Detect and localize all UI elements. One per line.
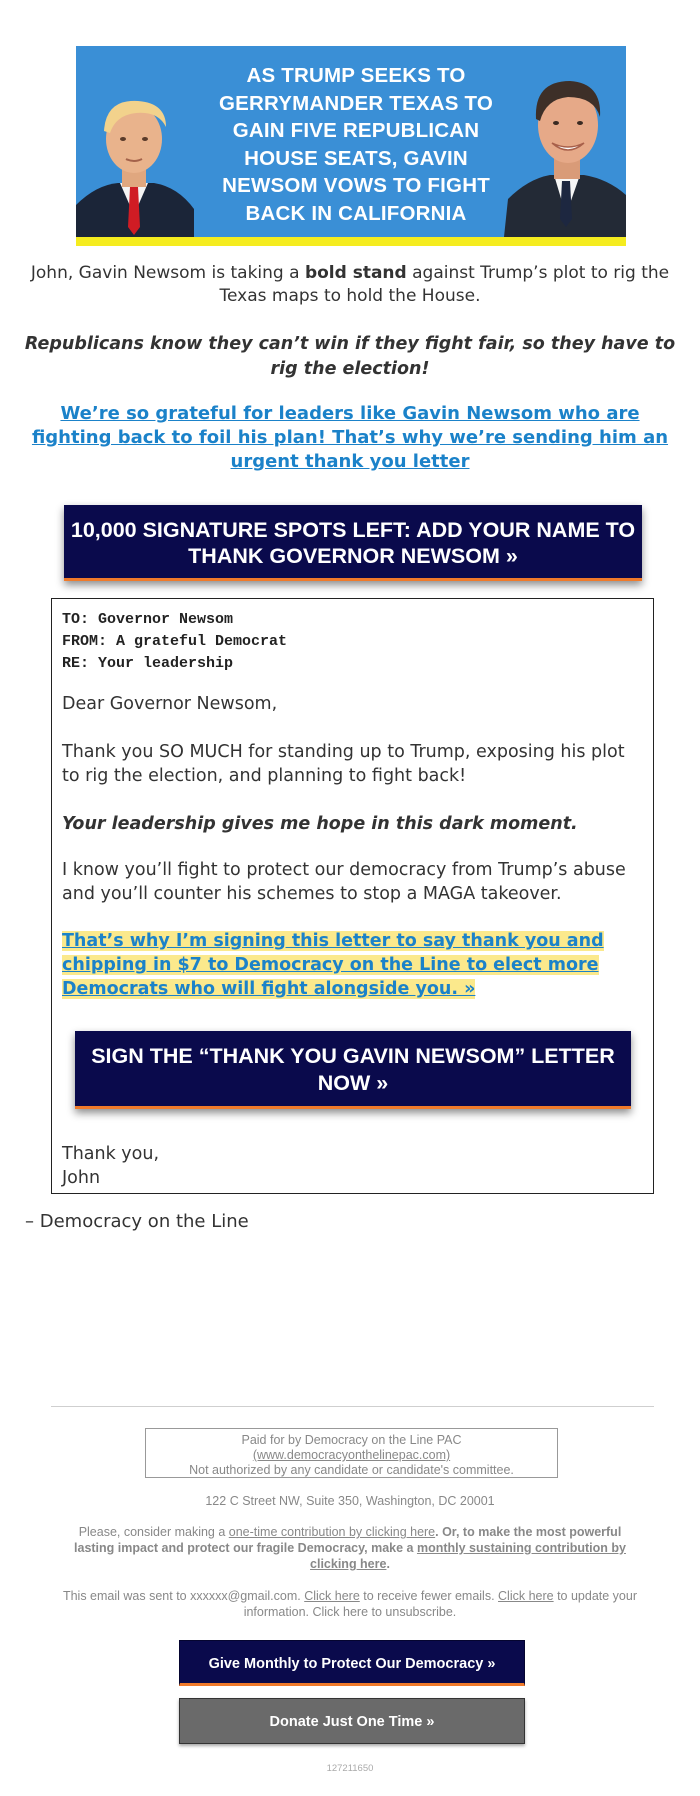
letter-name: John [62, 1168, 101, 1188]
give-monthly-button[interactable]: Give Monthly to Protect Our Democracy » [179, 1640, 525, 1686]
paid-for-disclaimer [145, 1428, 558, 1478]
letter-signoff [62, 1142, 637, 1190]
thank-you-letter [51, 598, 654, 1194]
paid-for-text: Paid for by Democracy on the Line PAC [241, 1433, 462, 1447]
letter-memo-header [62, 609, 287, 675]
footer-divider [51, 1406, 654, 1407]
memo-from: FROM: A grateful Democrat [62, 633, 288, 650]
memo-re: RE: Your leadership [62, 655, 234, 672]
hero-banner[interactable] [76, 46, 626, 246]
email-signature: – Democracy on the Line [25, 1211, 249, 1232]
memo-to: TO: Governor Newsom [62, 611, 234, 628]
update-info-link[interactable]: Click here [498, 1589, 554, 1603]
mailing-address: 122 C Street NW, Suite 350, Washington, DC 20001 [205, 1494, 495, 1508]
letter-greeting: Dear Governor Newsom, [62, 694, 278, 714]
tracking-code: 127211650 [326, 1763, 374, 1774]
add-name-button[interactable]: 10,000 SIGNATURE SPOTS LEFT: ADD YOUR NAME TO THANK GOVERNOR NEWSOM » [64, 505, 642, 581]
newsom-portrait [504, 67, 626, 237]
not-authorized-text: Not authorized by any candidate or candidate's committee. [189, 1463, 514, 1477]
letter-paragraph-thanks: Thank you SO MUCH for standing up to Trump, exposing his plot to rig the election, and planning to fight back! [62, 742, 625, 786]
letter-paragraph-hope: Your leadership gives me hope in this dark moment. [62, 814, 578, 834]
sign-letter-link[interactable]: That’s why I’m signing this letter to say thank you and chipping in $7 to Democracy on the Line to elect more Democrats who will fight alongside you. » [62, 931, 604, 999]
monthly-contribution-link[interactable]: monthly sustaining contribution by clicking here [310, 1541, 626, 1571]
letter-paragraph-democracy: I know you’ll fight to protect our democracy from Trump’s abuse and you’ll counter his schemes to stop a MAGA takeover. [62, 860, 626, 904]
one-time-contribution-link[interactable]: one-time contribution by clicking here [228, 1525, 436, 1539]
rig-election-text: Republicans know they can’t win if they fight fair, so they have to rig the election! [24, 334, 676, 379]
trump-portrait [76, 87, 194, 237]
hero-headline: AS TRUMP SEEKS TO GERRYMANDER TEXAS TO GAIN FIVE REPUBLICAN HOUSE SEATS, GAVIN NEWSOM VOWS TO FIGHT BACK IN CALIFORNIA [219, 64, 493, 225]
sign-letter-button[interactable]: SIGN THE “THANK YOU GAVIN NEWSOM” LETTER NOW » [75, 1031, 631, 1109]
donate-one-time-button[interactable]: Donate Just One Time » [179, 1698, 525, 1744]
fewer-emails-link[interactable]: Click here [304, 1589, 360, 1603]
hero-stripe [76, 237, 626, 246]
letter-closing: Thank you, [62, 1144, 160, 1164]
pac-website-link[interactable]: (www.democracyonthelinepac.com) [252, 1448, 451, 1462]
contribution-appeal: Please, consider making a one-time contribution by clicking here. Or, to make the most powerful lasting impact and protect our fragile Democracy, make a monthly sustaining contribution by clicking here. [74, 1525, 626, 1571]
grateful-link[interactable]: We’re so grateful for leaders like Gavin Newsom who are fighting back to foil his plan! That’s why we’re sending him an urgent thank you letter [31, 403, 669, 472]
email-preferences: This email was sent to xxxxxx@gmail.com. Click here to receive fewer emails. Click here to update your information. Click here to unsubscribe. [62, 1589, 638, 1619]
intro-text: John, Gavin Newsom is taking a bold stand against Trump’s plot to rig the Texas maps to hold the House. [30, 263, 670, 306]
